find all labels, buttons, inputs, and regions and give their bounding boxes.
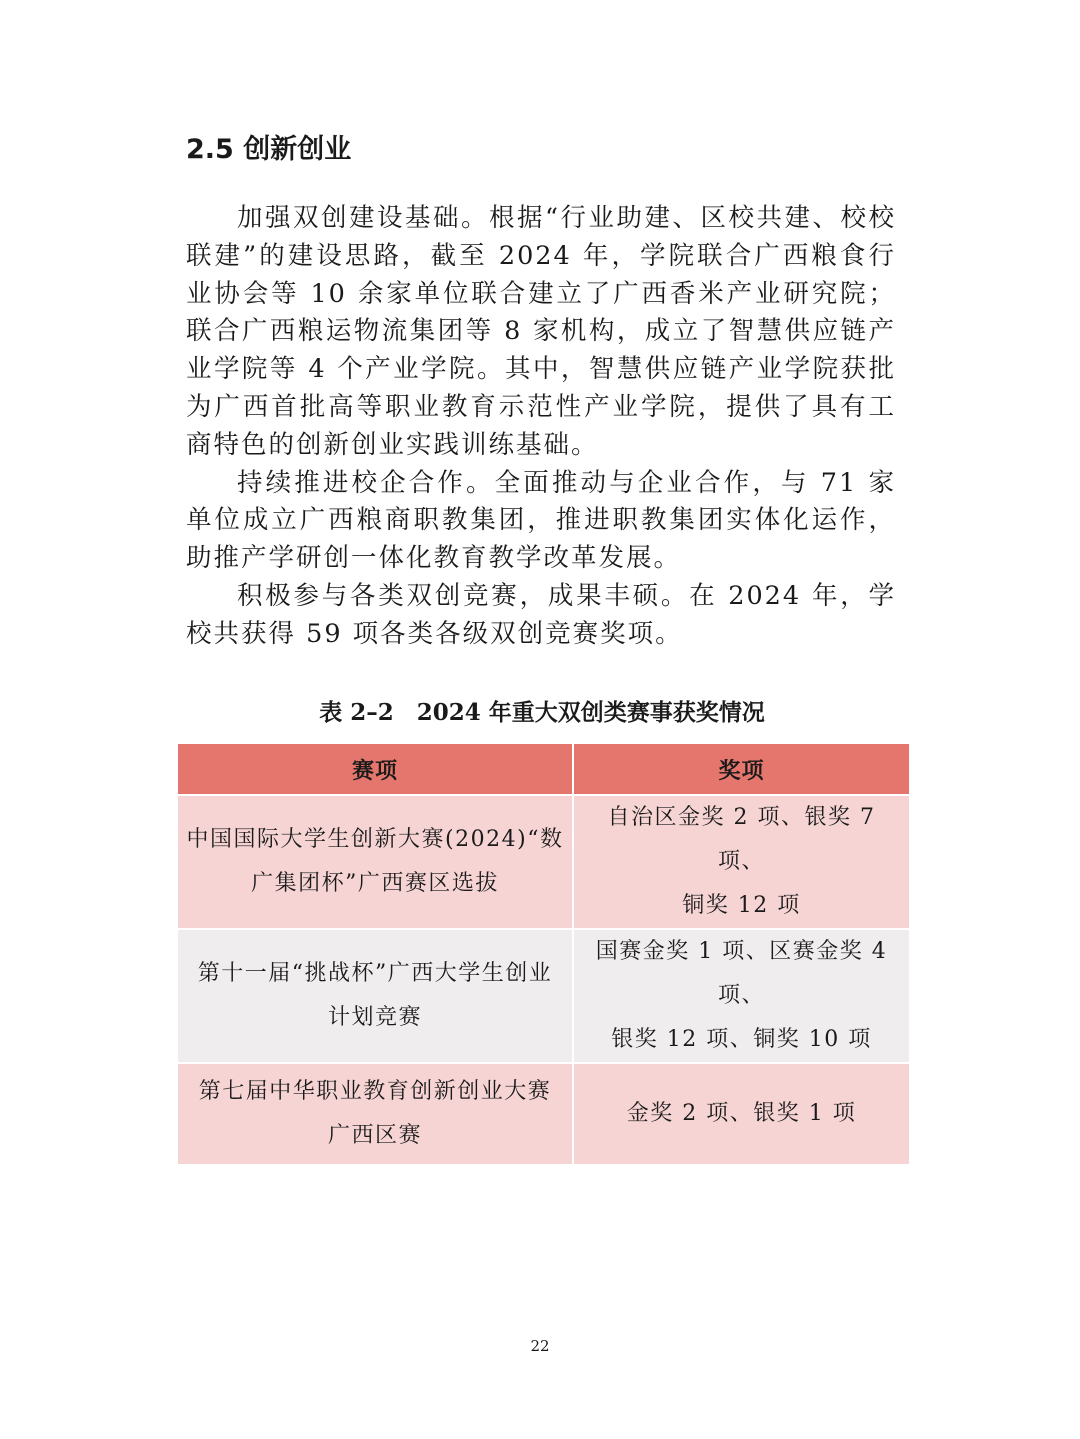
event-cell [177, 795, 573, 929]
table-row [177, 929, 910, 1063]
section-heading: 2.5 创新创业 [186, 134, 352, 165]
award-line: 金奖 2 项、银奖 1 项 [626, 1101, 857, 1126]
award-line: 国赛金奖 1 项、区赛金奖 4 项、 [595, 939, 888, 1008]
award-line: 自治区金奖 2 项、银奖 7 项、 [607, 805, 876, 874]
table-row [177, 795, 910, 929]
event-cell [177, 1063, 573, 1165]
event-line: 计划竞赛 [327, 1005, 422, 1030]
event-line: 第十一届“挑战杯”广西大学生创业 [197, 961, 553, 986]
award-cell [573, 795, 910, 929]
event-cell [177, 929, 573, 1063]
paragraph-school-enterprise-cooperation: 持续推进校企合作。全面推动与企业合作，与 71 家单位成立广西粮商职教集团，推进职教集团实体化运作，助推产学研创一体化教育教学改革发展。 [186, 467, 896, 574]
paragraph-double-innovation-foundation: 加强双创建设基础。根据“行业助建、区校共建、校校联建”的建设思路，截至 2024 年，学院联合广西粮食行业协会等 10 余家单位联合建立了广西香米产业研究院；联合广西粮运物流集团等 8 家机构，成立了智慧供应链产业学院等 4 个产业学院。其中，智慧供应链产业学院获批为广西首批高等职业教育示范性产业学院，提供了具有工商特色的创新创业实践训练基础。 [186, 203, 896, 460]
award-line: 铜奖 12 项 [682, 893, 801, 918]
table-row [177, 1063, 910, 1165]
event-line: 广集团杯”广西赛区选拔 [251, 871, 499, 896]
table-header-row [177, 743, 910, 795]
page-number: 22 [530, 1337, 550, 1355]
paragraph-competition-results: 积极参与各类双创竞赛，成果丰硕。在 2024 年，学校共获得 59 项各类各级双创竞赛奖项。 [186, 580, 896, 649]
column-header-award: 奖项 [573, 743, 910, 795]
event-line: 中国国际大学生创新大赛(2024)“数 [186, 827, 564, 852]
event-line: 第七届中华职业教育创新创业大赛 [198, 1079, 552, 1104]
award-cell [573, 929, 910, 1063]
award-cell [573, 1063, 910, 1165]
event-line: 广西区赛 [327, 1123, 422, 1148]
award-line: 银奖 12 项、铜奖 10 项 [611, 1027, 872, 1052]
section-body [186, 200, 896, 654]
award-table [176, 742, 911, 1166]
table-caption: 表 2–2 2024 年重大双创类赛事获奖情况 [319, 699, 765, 726]
column-header-event: 赛项 [177, 743, 573, 795]
